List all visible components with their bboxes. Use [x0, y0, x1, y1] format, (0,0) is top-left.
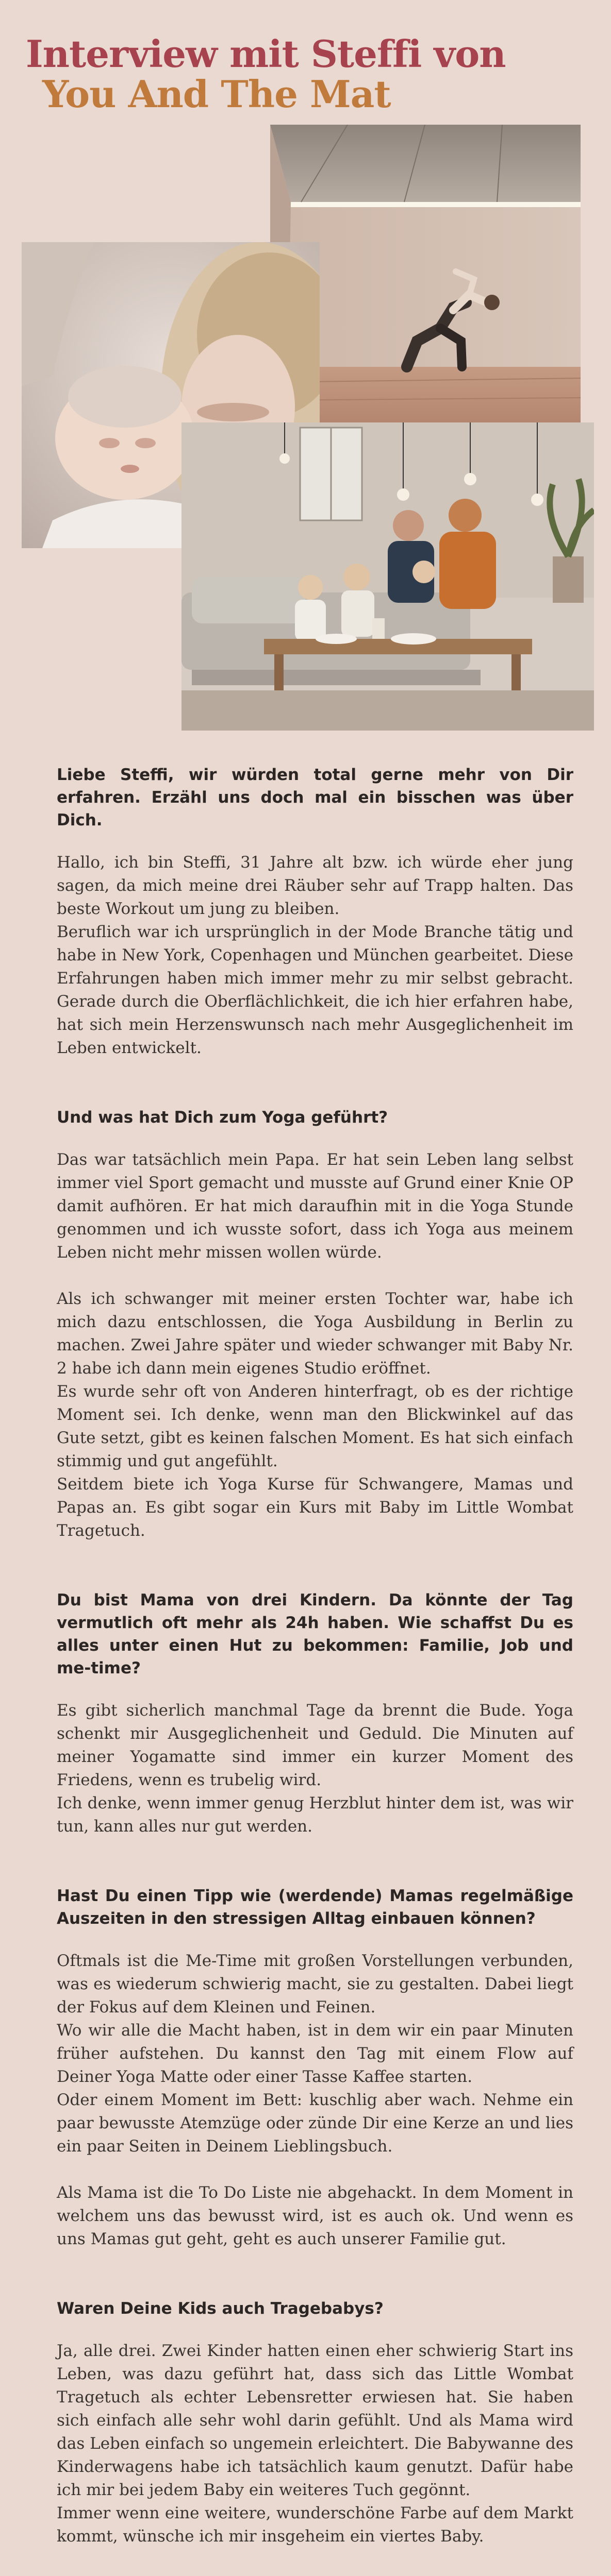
question-3: Du bist Mama von drei Kindern. Da könnte der Tag vermutlich oft mehr als 24h haben. Wie schaffst Du es alles unter einen Hut zu bekommen: Familie, Job und me-time? [57, 1591, 573, 1677]
answer-2-p3: Es wurde sehr oft von Anderen hinterfragt, ob es der richtige Moment sei. Ich denke, wenn man den Blickwinkel auf das Gute setzt, gibt es keinen falschen Moment. Es hat sich einfach stimmig und gut angefühlt. [57, 1382, 573, 1470]
question-1: Liebe Steffi, wir würden total gerne mehr von Dir erfahren. Erzähl uns doch mal ein bisschen was über Dich. [57, 766, 573, 829]
answer-1-p1: Hallo, ich bin Steffi, 31 Jahre alt bzw. ich würde eher jung sagen, da mich meine drei Räuber sehr auf Trapp halten. Das beste Workout um jung zu bleiben. [57, 853, 573, 918]
answer-2-p2: Als ich schwanger mit meiner ersten Tochter war, habe ich mich dazu entschlossen, die Yoga Ausbildung in Berlin zu machen. Zwei Jahre später und wieder schwanger mit Baby Nr. 2 habe ich dann mein eigenes Studio eröffnet. [57, 1290, 573, 1378]
answer-1-p2: Beruflich war ich ursprünglich in der Mode Branche tätig und habe in New York, Copenhagen und München gearbeitet. Diese Erfahrungen haben mich immer mehr zu mir selbst gebracht. Gerade durch die Oberflächlichkeit, die ich hier erfahren habe, hat sich mein Herzenswunsch nach mehr Ausgeglichenheit im Leben entwickelt. [57, 923, 573, 1057]
interview-content [57, 764, 573, 2548]
question-5: Waren Deine Kids auch Tragebabys? [57, 2299, 384, 2318]
answer-3-p1: Es gibt sicherlich manchmal Tage da brennt die Bude. Yoga schenkt mir Ausgeglichenheit und Geduld. Die Minuten auf meiner Yogamatte sind immer ein kurzer Moment des Friedens, wenn es trubelig wird. [57, 1701, 573, 1789]
family-photo [181, 422, 594, 731]
answer-5-p1: Ja, alle drei. Zwei Kinder hatten einen eher schwierig Start ins Leben, was dazu geführt hat, dass sich das Little Wombat Tragetuch als echter Lebensretter erwiesen hat. Sie haben sich einfach alle sehr wohl darin gefühlt. Und als Mama wird das Leben einfach so ungemein erleichtert. Die Babywanne des Kinderwagens habe ich tatsächlich kaum genutzt. Dafür habe ich mir bei jedem Baby ein weiteres Tuch gegönnt. [57, 2342, 573, 2499]
interview-section-1 [57, 764, 573, 1060]
page-title-line-1: Interview mit Steffi von [26, 32, 506, 76]
answer-4-p4: Als Mama ist die To Do Liste nie abgehackt. In dem Moment in welchem uns das bewusst wird, ist es auch ok. Und wenn es uns Mamas gut geht, geht es auch unserer Familie gut. [57, 2183, 573, 2248]
answer-5-p2: Immer wenn eine weitere, wunderschöne Farbe auf dem Markt kommt, wünsche ich mir insgeheim ein viertes Baby. [57, 2504, 573, 2546]
question-4: Hast Du einen Tipp wie (werdende) Mamas regelmäßige Auszeiten in den stressigen Alltag einbauen können? [57, 1887, 573, 1928]
interview-section-5 [57, 2297, 573, 2548]
answer-4-p1: Oftmals ist die Me-Time mit großen Vorstellungen verbunden, was es wiederum schwierig macht, sie zu gestalten. Dabei liegt der Fokus auf dem Kleinen und Feinen. [57, 1952, 573, 2016]
interview-section-4 [57, 1885, 573, 2251]
interview-section-2 [57, 1106, 573, 1543]
answer-2-p1: Das war tatsächlich mein Papa. Er hat sein Leben lang selbst immer viel Sport gemacht und musste auf Grund einer Knie OP damit aufhören. Er hat mich daraufhin mit in die Yoga Stunde genommen und ich wusste sofort, dass ich Yoga aus meinem Leben nicht mehr missen wollen würde. [57, 1150, 573, 1262]
question-2: Und was hat Dich zum Yoga geführt? [57, 1108, 388, 1127]
interview-section-3 [57, 1589, 573, 1838]
page-title-line-2: You And The Mat [42, 72, 391, 116]
answer-4-p3: Oder einem Moment im Bett: kuschlig aber wach. Nehme ein paar bewusste Atemzüge oder zünde Dir eine Kerze an und lies ein paar Seiten in Deinem Lieblingsbuch. [57, 2091, 573, 2156]
answer-4-p2: Wo wir alle die Macht haben, ist in dem wir ein paar Minuten früher aufstehen. Du kannst den Tag mit einem Flow auf Deiner Yoga Matte oder einer Tasse Kaffee starten. [57, 2021, 573, 2086]
answer-2-p4: Seitdem biete ich Yoga Kurse für Schwangere, Mamas und Papas an. Es gibt sogar ein Kurs mit Baby im Little Wombat Tragetuch. [57, 1475, 573, 1540]
answer-3-p2: Ich denke, wenn immer genug Herzblut hinter dem ist, was wir tun, kann alles nur gut werden. [57, 1794, 573, 1836]
